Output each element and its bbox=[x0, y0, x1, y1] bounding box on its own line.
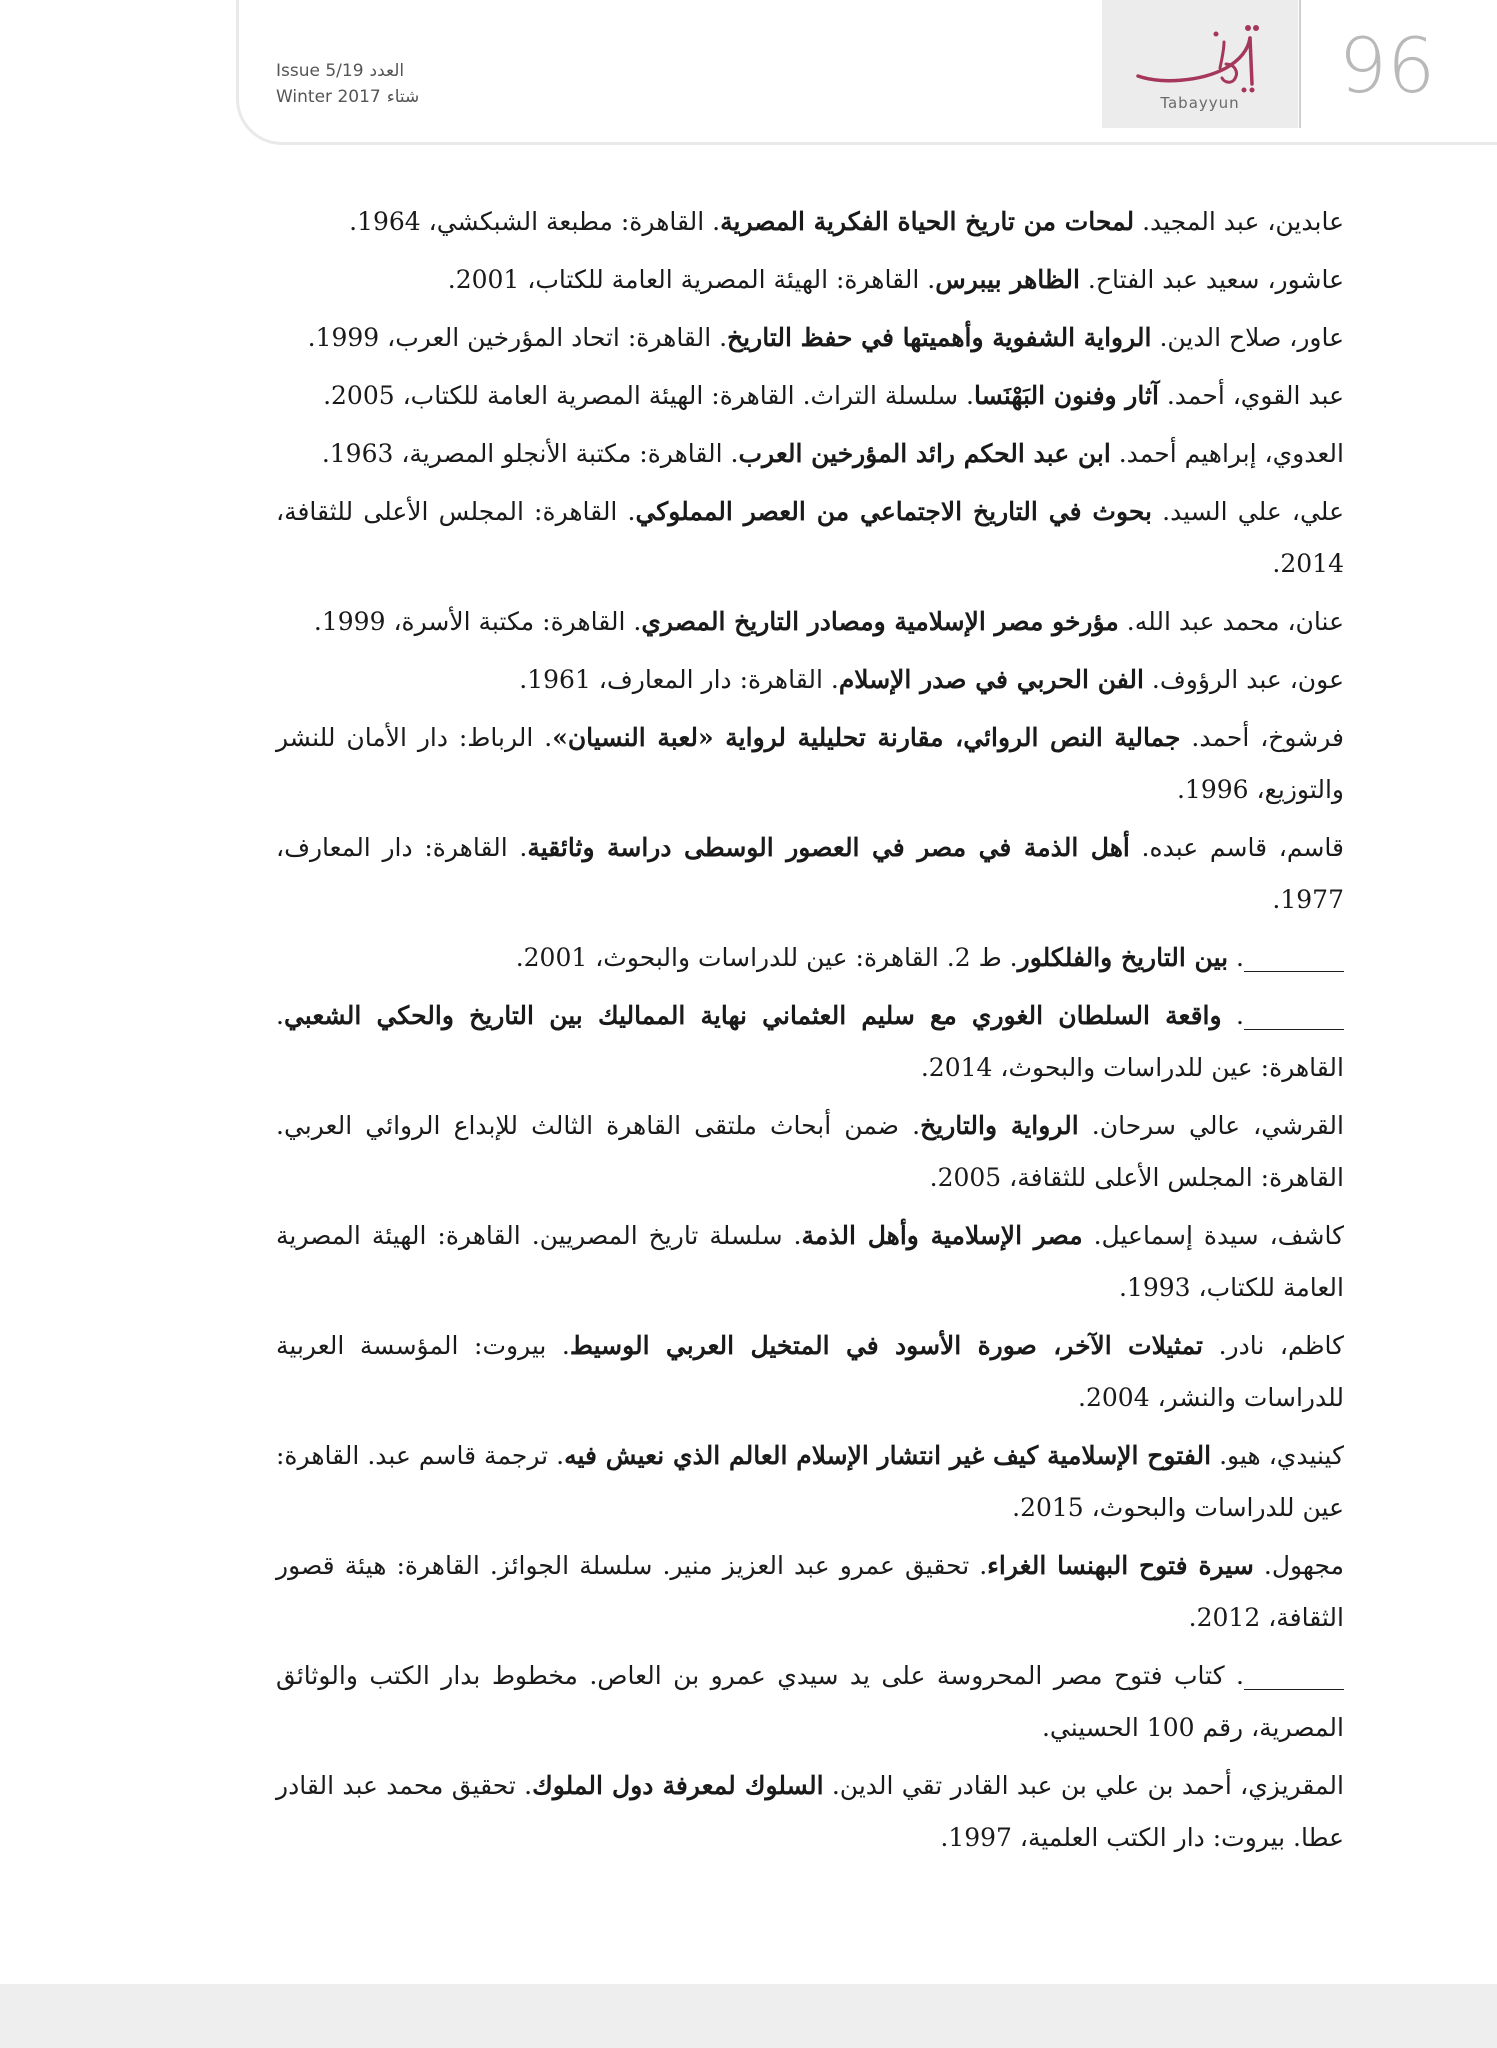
reference-item: المقريزي، أحمد بن علي بن عبد القادر تقي الدين. السلوك لمعرفة دول الملوك. تحقيق محمد عبد القادر عطا. بيروت: دار الكتب العلمية، 1997. bbox=[276, 1771, 1344, 1852]
reference-item: عبد القوي، أحمد. آثار وفنون البَهْنَسا. سلسلة التراث. القاهرة: الهيئة المصرية العامة للكتاب، 2005. bbox=[323, 381, 1344, 410]
issue-ar: العدد bbox=[369, 61, 405, 81]
season-line bbox=[276, 84, 456, 110]
logo-calligraphy-icon bbox=[1130, 24, 1270, 94]
reference-item: عنان، محمد عبد الله. مؤرخو مصر الإسلامية ومصادر التاريخ المصري. القاهرة: مكتبة الأسرة، 1999. bbox=[313, 607, 1344, 636]
reference-item: كاظم، نادر. تمثيلات الآخر، صورة الأسود في المتخيل العربي الوسيط. بيروت: المؤسسة العربية للدراسات والنشر، 2004. bbox=[276, 1331, 1344, 1412]
page-number: 96 bbox=[1338, 21, 1436, 110]
season-en: Winter 2017 bbox=[276, 87, 381, 107]
reference-item: قاسم، قاسم عبده. أهل الذمة في مصر في العصور الوسطى دراسة وثائقية. القاهرة: دار المعارف، 1977. bbox=[276, 833, 1344, 914]
reference-item: عون، عبد الرؤوف. الفن الحربي في صدر الإسلام. القاهرة: دار المعارف، 1961. bbox=[519, 665, 1344, 694]
footer-band bbox=[0, 1984, 1497, 2048]
reference-item: عاور، صلاح الدين. الرواية الشفوية وأهميتها في حفظ التاريخ. القاهرة: اتحاد المؤرخين العرب، 1999. bbox=[307, 323, 1344, 352]
reference-item: فرشوخ، أحمد. جمالية النص الروائي، مقارنة تحليلية لرواية «لعبة النسيان». الرباط: دار الأمان للنشر والتوزيع، 1996. bbox=[276, 723, 1345, 804]
reference-item: ________. كتاب فتوح مصر المحروسة على يد سيدي عمرو بن العاص. مخطوط بدار الكتب والوثائق المصرية، رقم 100 الحسيني. bbox=[276, 1661, 1344, 1742]
reference-item: العدوي، إبراهيم أحمد. ابن عبد الحكم رائد المؤرخين العرب. القاهرة: مكتبة الأنجلو المصرية، 1963. bbox=[321, 439, 1344, 468]
logo-latin-text: Tabayyun bbox=[1160, 94, 1240, 112]
journal-logo bbox=[1102, 0, 1298, 128]
reference-item: ________. واقعة السلطان الغوري مع سليم العثماني نهاية المماليك بين التاريخ والحكي الشعبي. القاهرة: عين للدراسات والبحوث، 2014. bbox=[276, 1001, 1344, 1082]
reference-item: علي، علي السيد. بحوث في التاريخ الاجتماعي من العصر المملوكي. القاهرة: المجلس الأعلى للثقافة، 2014. bbox=[276, 497, 1344, 578]
issue-info bbox=[276, 58, 456, 110]
reference-item: عاشور، سعيد عبد الفتاح. الظاهر بيبرس. القاهرة: الهيئة المصرية العامة للكتاب، 2001. bbox=[447, 265, 1344, 294]
reference-item: القرشي، عالي سرحان. الرواية والتاريخ. ضمن أبحاث ملتقى القاهرة الثالث للإبداع الروائي العربي. القاهرة: المجلس الأعلى للثقافة، 2005. bbox=[276, 1111, 1344, 1192]
issue-en: Issue 5/19 bbox=[276, 61, 364, 81]
bibliography-list bbox=[276, 196, 1344, 1870]
reference-item: ________. بين التاريخ والفلكلور. ط 2. القاهرة: عين للدراسات والبحوث، 2001. bbox=[515, 943, 1344, 972]
reference-item: مجهول. سيرة فتوح البهنسا الغراء. تحقيق عمرو عبد العزيز منير. سلسلة الجوائز. القاهرة: هيئة قصور الثقافة، 2012. bbox=[276, 1551, 1344, 1632]
header-divider bbox=[1299, 0, 1301, 128]
reference-item: كينيدي، هيو. الفتوح الإسلامية كيف غير انتشار الإسلام العالم الذي نعيش فيه. ترجمة قاسم عبد. القاهرة: عين للدراسات والبحوث، 2015. bbox=[276, 1441, 1344, 1522]
reference-item: عابدين، عبد المجيد. لمحات من تاريخ الحياة الفكرية المصرية. القاهرة: مطبعة الشبكشي، 1964. bbox=[349, 207, 1344, 236]
season-ar: شتاء bbox=[386, 87, 420, 107]
reference-item: كاشف، سيدة إسماعيل. مصر الإسلامية وأهل الذمة. سلسلة تاريخ المصريين. القاهرة: الهيئة المصرية العامة للكتاب، 1993. bbox=[276, 1221, 1344, 1302]
issue-line bbox=[276, 58, 456, 84]
